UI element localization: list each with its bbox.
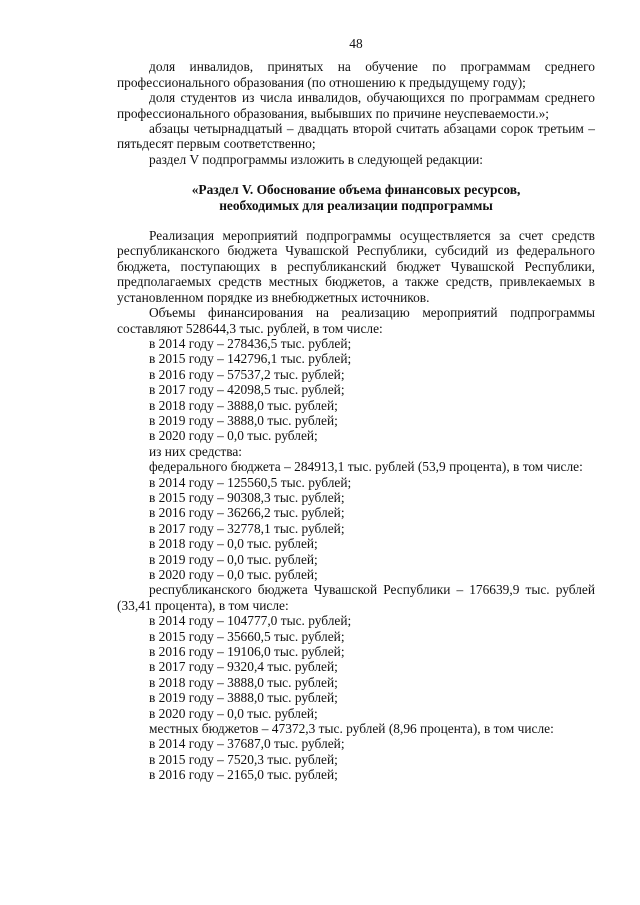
local-budget-paragraph: местных бюджетов – 47372,3 тыс. рублей (8,96 процента), в том числе: <box>149 721 554 737</box>
of-them-label: из них средства: <box>149 443 243 459</box>
list-item: в 2016 году – 36266,2 тыс. рублей; <box>149 505 345 521</box>
list-item: в 2018 году – 3888,0 тыс. рублей; <box>149 397 338 413</box>
republic-years-list <box>117 613 595 721</box>
paragraph-disabled-students-dropped: доля студентов из числа инвалидов, обучающихся по программам среднего профессионального образования, выбывших по причине неуспеваемости.»; <box>117 90 595 121</box>
list-item: в 2015 году – 142796,1 тыс. рублей; <box>149 351 352 367</box>
list-item: в 2019 году – 0,0 тыс. рублей; <box>149 551 318 567</box>
list-item: в 2020 году – 0,0 тыс. рублей; <box>149 567 318 582</box>
list-item: в 2017 году – 32778,1 тыс. рублей; <box>149 520 345 536</box>
federal-years-list <box>117 475 595 583</box>
list-item: в 2018 году – 0,0 тыс. рублей; <box>149 536 318 552</box>
list-item: в 2020 году – 0,0 тыс. рублей; <box>149 428 318 444</box>
document-page <box>117 36 595 783</box>
list-item: в 2015 году – 7520,3 тыс. рублей; <box>149 751 338 767</box>
list-item: в 2016 году – 2165,0 тыс. рублей; <box>149 767 338 783</box>
page-number: 48 <box>349 36 363 51</box>
republic-budget-paragraph: республиканского бюджета Чувашской Республики – 176639,9 тыс. рублей (33,41 процента), в том числе: <box>117 582 595 613</box>
total-financing-paragraph: Объемы финансирования на реализацию мероприятий подпрограммы составляют 528644,3 тыс. рублей, в том числе: <box>117 305 595 336</box>
list-item: в 2014 году – 104777,0 тыс. рублей; <box>149 613 352 629</box>
paragraph-section-edit: раздел V подпрограммы изложить в следующей редакции: <box>149 151 484 167</box>
list-item: в 2019 году – 3888,0 тыс. рублей; <box>149 690 338 706</box>
section-heading-line1: «Раздел V. Обоснование объема финансовых ресурсов, <box>191 182 521 198</box>
list-item: в 2016 году – 19106,0 тыс. рублей; <box>149 644 345 660</box>
total-years-list <box>117 336 595 444</box>
list-item: в 2019 году – 3888,0 тыс. рублей; <box>149 412 338 428</box>
paragraph-renumbering: абзацы четырнадцатый – двадцать второй считать абзацами сорок третьим – пятьдесят первым соответственно; <box>117 121 595 152</box>
list-item: в 2017 году – 9320,4 тыс. рублей; <box>149 659 338 675</box>
list-item: в 2020 году – 0,0 тыс. рублей; <box>149 705 318 721</box>
list-item: в 2018 году – 3888,0 тыс. рублей; <box>149 674 338 690</box>
paragraph-disabled-admitted: доля инвалидов, принятых на обучение по программам среднего профессионального образования (по отношению к предыдущему году); <box>117 59 595 90</box>
list-item: в 2014 году – 37687,0 тыс. рублей; <box>149 736 345 752</box>
federal-budget-paragraph: федерального бюджета – 284913,1 тыс. рублей (53,9 процента), в том числе: <box>149 459 583 475</box>
local-years-list <box>117 736 595 782</box>
list-item: в 2015 году – 90308,3 тыс. рублей; <box>149 489 345 505</box>
list-item: в 2015 году – 35660,5 тыс. рублей; <box>149 628 345 644</box>
list-item: в 2014 году – 278436,5 тыс. рублей; <box>149 335 352 351</box>
section-heading-line2: необходимых для реализации подпрограммы <box>219 197 493 213</box>
list-item: в 2017 году – 42098,5 тыс. рублей; <box>149 382 345 398</box>
list-item: в 2014 году – 125560,5 тыс. рублей; <box>149 474 352 490</box>
intro-paragraph: Реализация мероприятий подпрограммы осуществляется за счет средств республиканского бюджета Чувашской Республики, субсидий из федерального бюджета, поступающих в республиканский бюджет Чувашской Республики, предполагаемых средств местных бюджетов, а также средств, привлекаемых в установленном порядке из внебюджетных источников. <box>117 228 595 305</box>
list-item: в 2016 году – 57537,2 тыс. рублей; <box>149 366 345 382</box>
